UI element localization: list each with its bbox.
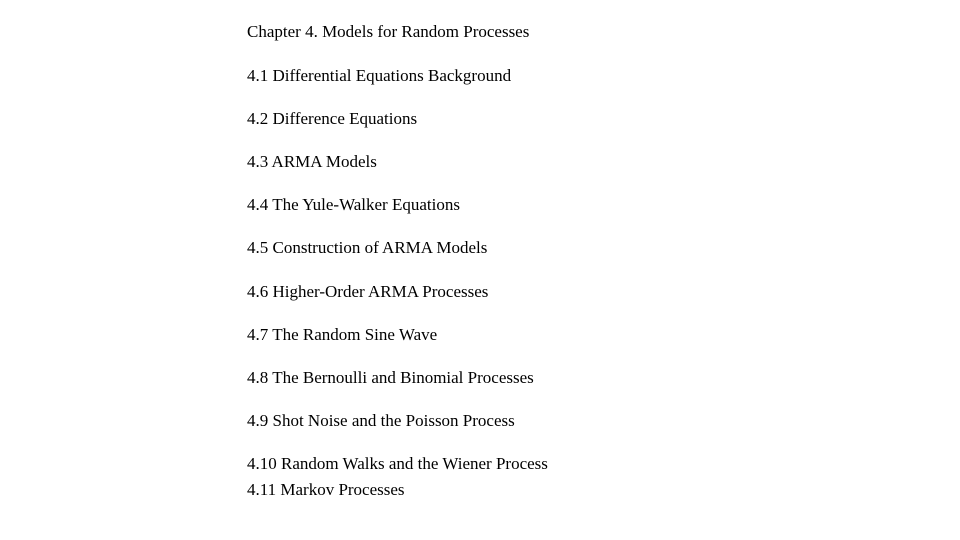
chapter-title: Chapter 4. Models for Random Processes [247, 22, 530, 41]
section-4-7: 4.7 The Random Sine Wave [247, 325, 438, 344]
section-4-6: 4.6 Higher-Order ARMA Processes [247, 282, 489, 301]
section-4-10: 4.10 Random Walks and the Wiener Process [247, 454, 548, 473]
section-4-5: 4.5 Construction of ARMA Models [247, 238, 488, 257]
section-4-3: 4.3 ARMA Models [247, 152, 377, 171]
section-4-4: 4.4 The Yule-Walker Equations [247, 195, 460, 214]
section-4-2: 4.2 Difference Equations [247, 109, 418, 128]
table-of-contents [247, 0, 947, 540]
section-4-9: 4.9 Shot Noise and the Poisson Process [247, 411, 515, 430]
section-4-11: 4.11 Markov Processes [247, 480, 405, 499]
section-4-8: 4.8 The Bernoulli and Binomial Processes [247, 368, 534, 387]
section-4-1: 4.1 Differential Equations Background [247, 66, 512, 85]
